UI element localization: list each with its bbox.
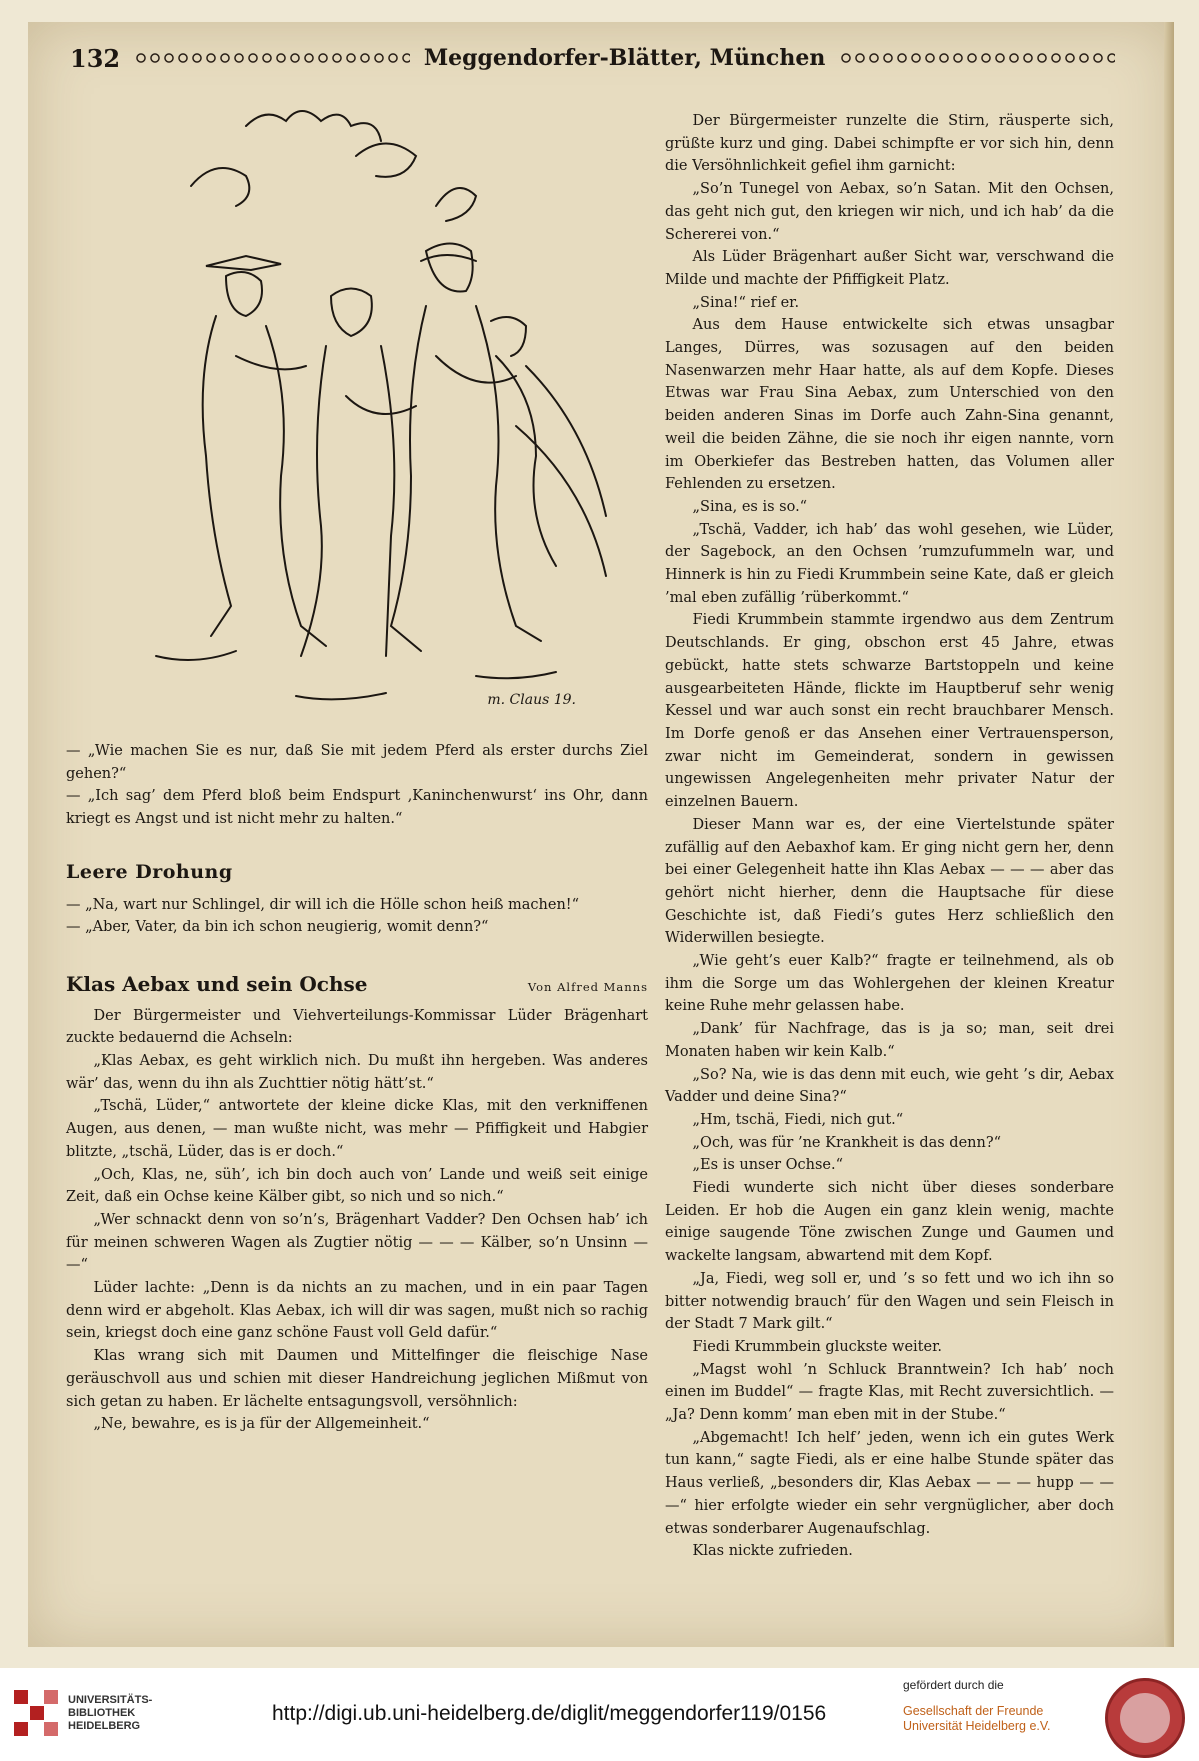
story-paragraph: Fiedi Krummbein gluckste weiter. (692, 1338, 943, 1355)
seal-center (1120, 1693, 1170, 1743)
joke-line: — „Aber, Vater, da bin ich schon neugierig, womit denn?“ (66, 919, 489, 936)
story-byline: Von Alfred Manns (527, 979, 648, 994)
header-ornament-right (839, 52, 1115, 64)
story-paragraph: „Tschä, Lüder,“ antwortete der kleine dicke Klas, mit den verkniffenen Augen, aus denen, — man wußte nicht, was mehr — Pfiffigkeit und Habgier blitzte, „tschä, Lüder, das is er doch.“ (66, 1098, 648, 1160)
page-header (70, 38, 1115, 78)
header-ornament-left (134, 52, 410, 64)
library-name (68, 1694, 152, 1733)
section-title: Leere Drohung (66, 860, 233, 883)
library-name-line: BIBLIOTHEK (68, 1706, 136, 1719)
cartoon-illustration (96, 96, 616, 732)
story-paragraph: „Och, Klas, ne, süh’, ich bin doch auch von’ Lande und weiß seit einige Zeit, daß ein Ochse keine Kälber gibt, so nich und so nich.“ (66, 1166, 648, 1206)
permalink-url[interactable]: http://digi.ub.uni-heidelberg.de/diglit/meggendorfer119/0156 (272, 1702, 827, 1725)
story-paragraph: „So’n Tunegel von Aebax, so’n Satan. Mit den Ochsen, das geht nich gut, den kriegen wir nich, und ich hab’ da die Schererei von.“ (665, 181, 1114, 243)
story-paragraph: „Magst wohl ’n Schluck Branntwein? Ich hab’ noch einen im Buddel“ — fragte Klas, mit Recht zuversichtlich. — „Ja? Denn komm’ man eben mit in der Stube.“ (665, 1361, 1114, 1424)
story-paragraph: Dieser Mann war es, der eine Viertelstunde später zufällig auf den Aebaxhof kam. Er ging nicht gern her, denn bei einer Gelegenheit hatte ihn Klas Aebax — — — aber das gehört nicht hierher, denn die Hauptsache für diese Geschichte ist, daß Fiedi’s gutes Herz schließlich den Widerwillen besiegte. (665, 816, 1114, 947)
story-paragraph: „Ja, Fiedi, weg soll er, und ’s so fett und wo ich ihn so bitter notwendig brauch’ für den Wagen und sein Fleisch in der Stadt 7 Mark gilt.“ (665, 1270, 1114, 1333)
library-logo (14, 1690, 152, 1736)
story-heading (66, 973, 648, 999)
joke-line: — „Na, wart nur Schlingel, dir will ich die Hölle schon heiß machen!“ (66, 896, 580, 913)
story-paragraph: „Och, was für ’ne Krankheit is das denn?“ (692, 1134, 1002, 1151)
story-paragraph: „Abgemacht! Ich helf’ jeden, wenn ich ein gutes Werk tun kann,“ sagte Fiedi, als er eine halbe Stunde später das Haus verließ, „besonders dir, Klas Aebax — — — hupp — — —“ hier erfolgte wieder ein sehr vergnüglicher, aber doch etwas sonderbarer Augenaufschlag. (665, 1429, 1114, 1537)
story-paragraph: Der Bürgermeister runzelte die Stirn, räusperte sich, grüßte kurz und ging. Dabei schimpfte er vor sich hin, denn die Versöhnlichkeit gefiel ihm garnicht: (665, 113, 1114, 175)
story-paragraph: Der Bürgermeister und Viehverteilungs-Kommissar Lüder Brägenhart zuckte bedauernd die Achseln: (66, 1007, 648, 1047)
caption-line: — „Ich sag’ dem Pferd bloß beim Endspurt ‚Kaninchenwurst‘ ins Ohr, dann kriegt es Angst und ist nicht mehr zu halten.“ (66, 788, 648, 828)
story-paragraph: Als Lüder Brägenhart außer Sicht war, verschwand die Milde und machte der Pfiffigkeit Platz. (665, 249, 1114, 288)
sponsor-note: gefördert durch die (903, 1678, 1004, 1692)
story-paragraph: Aus dem Hause entwickelte sich etwas unsagbar Langes, Dürres, was sozusagen auf den beiden Nasenwarzen mehr Haar hatte, als auf dem Kopfe. Dieses Etwas war Frau Sina Aebax, zum Unterschied von den beiden anderen Sinas im Dorfe auch Zahn-Sina genannt, weil die beiden Zähne, die sie noch ihr eigen nannte, vorn im Oberkiefer das Bestreben hatten, das Volumen aller Fehlenden zu ersetzen. (665, 317, 1114, 493)
story-paragraph: „Wie geht’s euer Kalb?“ fragte er teilnehmend, als ob ihm die Sorge um das Wohlergehen der kleinen Kreatur keine Ruhe mehr gelassen habe. (665, 953, 1114, 1015)
story-paragraph: Klas nickte zufrieden. (692, 1543, 853, 1560)
artist-signature: m. Claus 19. (487, 692, 576, 709)
library-name-line: UNIVERSITÄTS- (68, 1693, 153, 1706)
university-seal-icon (1105, 1678, 1185, 1758)
story-paragraph: „Sina, es is so.“ (692, 498, 808, 515)
story-paragraph: „Sina!“ rief er. (692, 294, 800, 311)
sponsor-name-line: Universität Heidelberg e.V. (903, 1719, 1051, 1733)
left-column (66, 96, 648, 1436)
library-name-line: HEIDELBERG (68, 1719, 141, 1732)
story-paragraph: Lüder lachte: „Denn is da nichts an zu machen, und in ein paar Tagen denn wird er abgeholt. Klas Aebax, ich will dir was sagen, mußt nich so rachig sein, kriegst doch eine ganz schöne Faust voll Geld dafür.“ (66, 1280, 648, 1342)
sponsor-name-line: Gesellschaft der Freunde (903, 1704, 1044, 1718)
story-paragraph: Klas wrang sich mit Daumen und Mittelfinger die fleischige Nase geräuschvoll aus und schien mit dieser Handreichung jeglichen Mißmut von sich getan zu haben. Er lächelte entsagungsvoll, versöhnlich: (66, 1348, 648, 1410)
story-paragraph: Fiedi wunderte sich nicht über dieses sonderbare Leiden. Er hob die Augen ein ganz klein wenig, machte einige saugende Töne zwischen Zunge und Gaumen und wackelte langsam, abwartend mit dem Kopf. (665, 1180, 1114, 1265)
story-paragraph: „Tschä, Vadder, ich hab’ das wohl gesehen, wie Lüder, der Sagebock, an den Ochsen ’rumzufummeln war, und Hinnerk is hin zu Fiedi Krummbein seine Kate, daß er gleich ’mal eben zufällig ’rüberkommt.“ (665, 521, 1114, 606)
story-paragraph: „Hm, tschä, Fiedi, nich gut.“ (692, 1111, 904, 1128)
jockeys-sketch (96, 96, 616, 732)
library-logo-icon (14, 1690, 58, 1736)
page-edge (1164, 22, 1174, 1647)
sponsor-block (903, 1678, 1103, 1734)
digitization-footer (0, 1668, 1199, 1761)
story-paragraph: „So? Na, wie is das denn mit euch, wie geht ’s dir, Aebax Vadder und deine Sina?“ (665, 1066, 1114, 1106)
right-column (665, 110, 1114, 1563)
story-paragraph: Fiedi Krummbein stammte irgendwo aus dem Zentrum Deutschlands. Er ging, obschon erst 45 Jahre, etwas gebückt, hatte stets schwarze Bartstoppeln und keine ausgearbeiteten Hände, flickte im Hauptberuf sehr wenig Kessel und war auch sonst ein recht brauchbarer Mensch. Im Dorfe genoß er das Ansehen einer Vertrauensperson, zwar nicht im Gemeinderat, sondern in gewissen ungewissen Angelegenheiten mehr privater Natur der einzelnen Bauern. (665, 612, 1114, 811)
story-paragraph: „Ne, bewahre, es is ja für der Allgemeinheit.“ (93, 1416, 430, 1433)
story-title: Klas Aebax und sein Ochse (66, 971, 368, 996)
caption-line: — „Wie machen Sie es nur, daß Sie mit jedem Pferd als erster durchs Ziel gehen?“ (66, 743, 648, 782)
cartoon-caption (66, 740, 648, 831)
story-paragraph: „Wer schnackt denn von so’n’s, Brägenhart Vadder? Den Ochsen hab’ ich für meinen schweren Wagen als Zugtier nötig — — — Kälber, so’n Unsinn — —“ (66, 1211, 648, 1274)
page-number: 132 (70, 43, 121, 73)
running-title: Meggendorfer-Blätter, München (423, 45, 826, 71)
story-paragraph: „Es is unser Ochse.“ (692, 1157, 844, 1174)
story-paragraph: „Dank’ für Nachfrage, das is ja so; man, seit drei Monaten haben wir kein Kalb.“ (665, 1021, 1114, 1060)
story-paragraph: „Klas Aebax, es geht wirklich nich. Du mußt ihn hergeben. Was anderes wär’ das, wenn du ihn als Zuchttier nötig hätt’st.“ (66, 1053, 648, 1092)
